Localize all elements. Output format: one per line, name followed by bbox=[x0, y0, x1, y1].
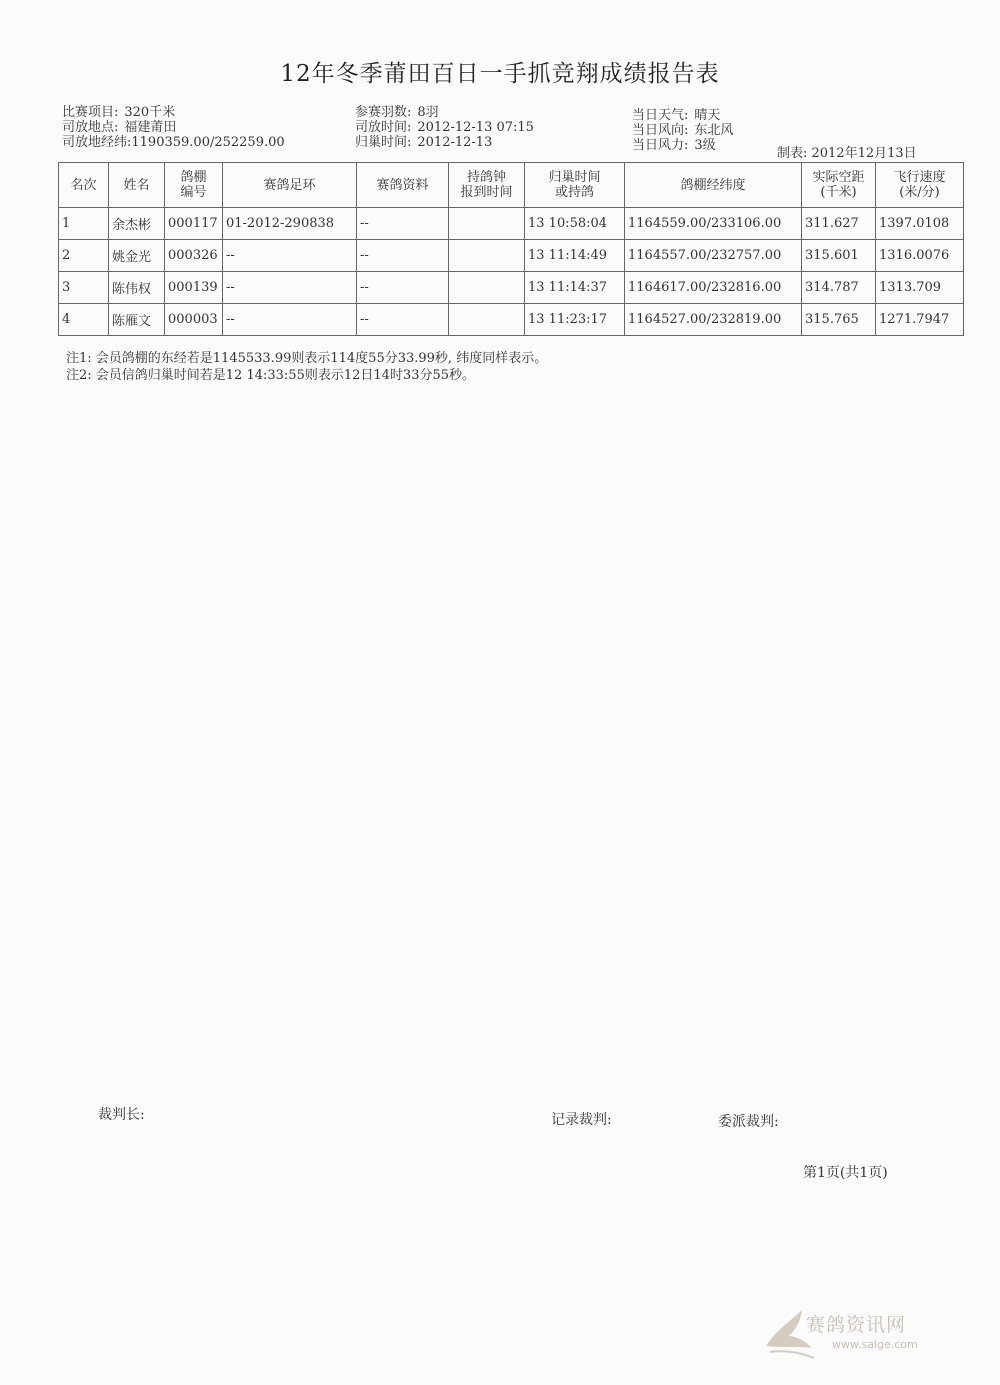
cell-ring: -- bbox=[223, 304, 357, 336]
cell-loft-no: 000003 bbox=[165, 304, 223, 336]
meta-value: 1190359.00/252259.00 bbox=[131, 135, 285, 150]
cell-coords: 1164557.00/232757.00 bbox=[625, 240, 802, 272]
recorder-judge-label: 记录裁判: bbox=[551, 1112, 612, 1128]
report-title: 12年冬季莆田百日一手抓竞翔成绩报告表 bbox=[280, 61, 720, 87]
cell-coords: 1164617.00/232816.00 bbox=[625, 272, 802, 304]
meta-value: 2012-12-13 07:15 bbox=[417, 120, 534, 135]
cell-name: 陈伟权 bbox=[109, 272, 165, 304]
page-number: 第1页(共1页) bbox=[803, 1165, 888, 1181]
watermark-text: 赛鸽资讯网 bbox=[806, 1314, 907, 1336]
meta-value: 晴天 bbox=[694, 108, 721, 123]
cell-distance: 314.787 bbox=[802, 272, 876, 304]
col-header-loft-no: 鸽棚 编号 bbox=[165, 163, 223, 208]
chief-judge-label: 裁判长: bbox=[98, 1107, 145, 1123]
meta-label: 参赛羽数: bbox=[355, 105, 412, 120]
cell-name: 姚金光 bbox=[109, 240, 165, 272]
cell-ring: 01-2012-290838 bbox=[223, 208, 357, 240]
cell-rank: 1 bbox=[59, 208, 109, 240]
cell-clock-time bbox=[449, 304, 525, 336]
meta-value: 福建莆田 bbox=[124, 120, 177, 135]
watermark bbox=[760, 1302, 960, 1362]
meta-label: 归巢时间: bbox=[355, 135, 412, 150]
cell-speed: 1313.709 bbox=[876, 272, 964, 304]
meta-value: 8羽 bbox=[417, 105, 439, 120]
col-header-arrival: 归巢时间 或持鸽 bbox=[525, 163, 625, 208]
cell-clock-time bbox=[449, 240, 525, 272]
cell-arrival: 13 11:23:17 bbox=[525, 304, 625, 336]
col-header-ring: 赛鸽足环 bbox=[223, 163, 357, 208]
cell-clock-time bbox=[449, 208, 525, 240]
watermark-url: www.saige.com bbox=[832, 1338, 918, 1351]
delegate-judge-label: 委派裁判: bbox=[718, 1114, 779, 1130]
made-date: 制表: 2012年12月13日 bbox=[777, 146, 917, 161]
col-header-pigeon-info: 赛鸽资料 bbox=[357, 163, 449, 208]
cell-ring: -- bbox=[223, 272, 357, 304]
cell-name: 陈雁文 bbox=[109, 304, 165, 336]
cell-ring: -- bbox=[223, 240, 357, 272]
cell-distance: 311.627 bbox=[802, 208, 876, 240]
meta-col-2 bbox=[355, 105, 534, 150]
cell-rank: 2 bbox=[59, 240, 109, 272]
cell-arrival: 13 11:14:37 bbox=[525, 272, 625, 304]
meta-label: 当日天气: bbox=[632, 108, 689, 123]
meta-label: 司放时间: bbox=[355, 120, 412, 135]
meta-label: 司放地经纬: bbox=[62, 135, 132, 150]
meta-value: 3级 bbox=[694, 138, 716, 153]
meta-label: 比赛项目: bbox=[62, 105, 119, 120]
meta-value: 2012-12-13 bbox=[417, 135, 493, 150]
note-1: 注1: 会员鸽棚的东经若是1145533.99则表示114度55分33.99秒, 纬度同样表示。 bbox=[66, 351, 548, 366]
cell-distance: 315.601 bbox=[802, 240, 876, 272]
col-header-name: 姓名 bbox=[109, 163, 165, 208]
cell-rank: 3 bbox=[59, 272, 109, 304]
cell-loft-no: 000139 bbox=[165, 272, 223, 304]
meta-value: 东北风 bbox=[694, 123, 734, 138]
cell-clock-time bbox=[449, 272, 525, 304]
cell-rank: 4 bbox=[59, 304, 109, 336]
table-row bbox=[59, 304, 964, 336]
col-header-speed: 飞行速度 (米/分) bbox=[876, 163, 964, 208]
notes bbox=[66, 350, 547, 384]
table-header-row bbox=[59, 163, 964, 208]
meta-col-3 bbox=[632, 108, 733, 153]
table-row bbox=[59, 240, 964, 272]
table-row bbox=[59, 272, 964, 304]
cell-arrival: 13 10:58:04 bbox=[525, 208, 625, 240]
cell-loft-no: 000326 bbox=[165, 240, 223, 272]
cell-arrival: 13 11:14:49 bbox=[525, 240, 625, 272]
meta-label: 司放地点: bbox=[62, 120, 119, 135]
meta-label: 当日风向: bbox=[632, 123, 689, 138]
cell-pigeon-info: -- bbox=[357, 240, 449, 272]
results-table bbox=[58, 162, 964, 336]
cell-speed: 1271.7947 bbox=[876, 304, 964, 336]
note-2: 注2: 会员信鸽归巢时间若是12 14:33:55则表示12日14时33分55秒。 bbox=[66, 368, 476, 383]
meta-value: 320千米 bbox=[124, 105, 176, 120]
cell-coords: 1164559.00/233106.00 bbox=[625, 208, 802, 240]
cell-distance: 315.765 bbox=[802, 304, 876, 336]
cell-pigeon-info: -- bbox=[357, 272, 449, 304]
col-header-rank: 名次 bbox=[59, 163, 109, 208]
meta-label: 当日风力: bbox=[632, 138, 689, 153]
cell-pigeon-info: -- bbox=[357, 304, 449, 336]
cell-pigeon-info: -- bbox=[357, 208, 449, 240]
cell-speed: 1316.0076 bbox=[876, 240, 964, 272]
cell-loft-no: 000117 bbox=[165, 208, 223, 240]
col-header-distance: 实际空距 (千米) bbox=[802, 163, 876, 208]
col-header-coords: 鸽棚经纬度 bbox=[625, 163, 802, 208]
table-row bbox=[59, 208, 964, 240]
col-header-clock-time: 持鸽钟 报到时间 bbox=[449, 163, 525, 208]
cell-coords: 1164527.00/232819.00 bbox=[625, 304, 802, 336]
cell-speed: 1397.0108 bbox=[876, 208, 964, 240]
cell-name: 余杰彬 bbox=[109, 208, 165, 240]
meta-col-1 bbox=[62, 105, 285, 150]
